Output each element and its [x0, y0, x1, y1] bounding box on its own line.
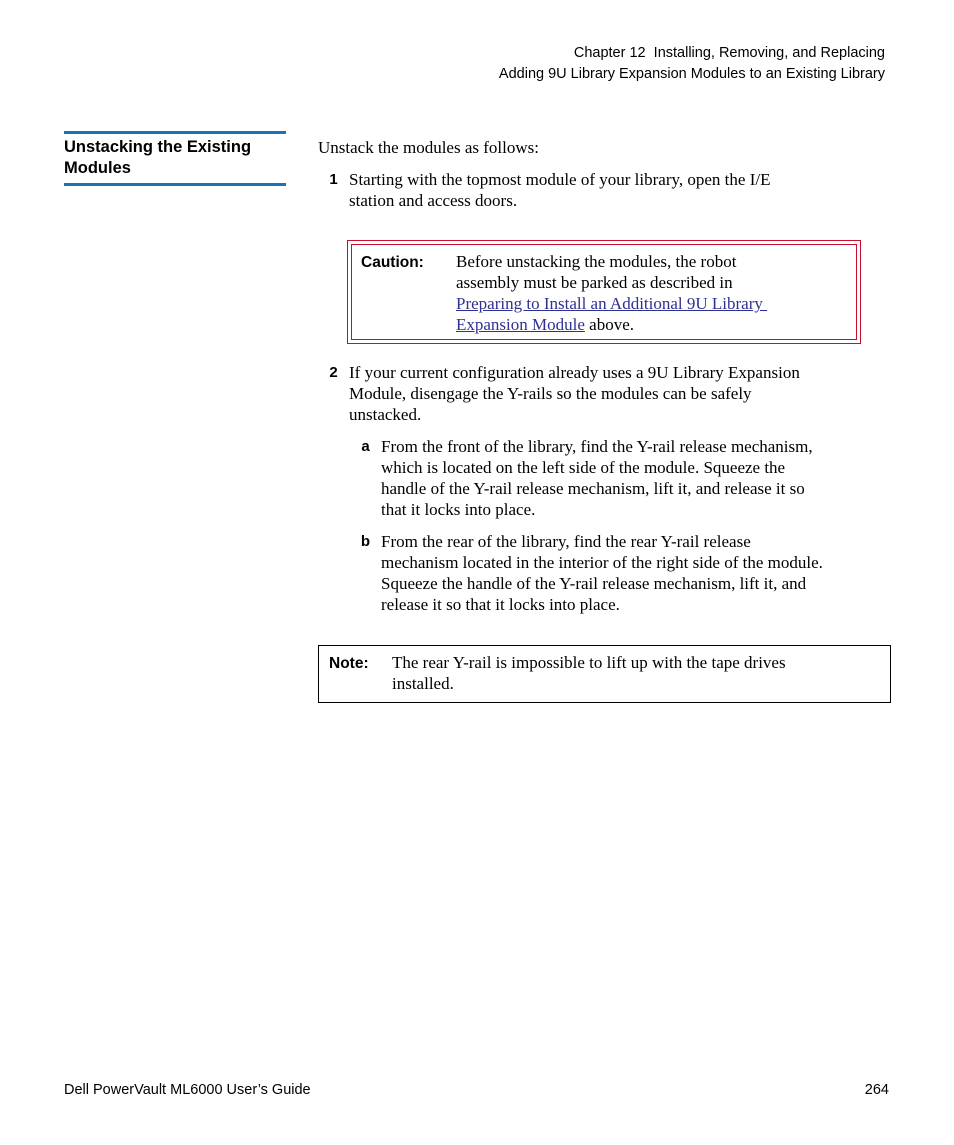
substep-text-line: Squeeze the handle of the Y-rail release mechanism, lift it, and [381, 574, 807, 593]
substep-text-line: release it so that it locks into place. [381, 595, 620, 614]
substep-letter: a [361, 438, 370, 455]
note-label: Note: [329, 655, 369, 672]
caution-link-line [456, 293, 856, 314]
substep-text-line: mechanism located in the interior of the right side of the module. [381, 553, 823, 572]
step-text-line: Module, disengage the Y-rails so the modules can be safely [349, 384, 752, 403]
cross-reference-link[interactable]: Preparing to Install an Additional 9U Library [456, 294, 768, 313]
note-text-line: The rear Y-rail is impossible to lift up with the tape drives [392, 653, 786, 672]
caution-text [456, 251, 856, 339]
substep-text-line: that it locks into place. [381, 500, 536, 519]
section-heading [64, 131, 286, 186]
step-text-line: Starting with the topmost module of your library, open the I/E [349, 170, 771, 189]
substep-b [350, 531, 890, 615]
section-heading-line2: Modules [64, 159, 131, 177]
intro-text: Unstack the modules as follows: [318, 138, 539, 157]
note-text-line: installed. [392, 674, 454, 693]
running-header [499, 43, 885, 84]
caution-box [347, 240, 861, 344]
page-number: 264 [864, 1082, 889, 1098]
step-text-line: unstacked. [349, 405, 422, 424]
substep-text-line: From the rear of the library, find the rear Y-rail release [381, 532, 751, 551]
substep-letter: b [360, 533, 371, 550]
caution-text-line: assembly must be parked as described in [456, 273, 733, 292]
step-number: 1 [329, 171, 338, 188]
substep-text-line: handle of the Y-rail release mechanism, lift it, and release it so [381, 479, 805, 498]
header-section: Adding 9U Library Expansion Modules to an Existing Library [498, 65, 885, 82]
note-text [392, 652, 890, 702]
step-text-line: station and access doors. [349, 191, 518, 210]
substep-a [350, 436, 890, 520]
cross-reference-link-continued[interactable]: Expansion Module [456, 315, 585, 334]
step-1 [318, 169, 888, 211]
substep-text-line: From the front of the library, find the Y-rail release mechanism, [381, 437, 813, 456]
substep-text [381, 436, 890, 520]
step-number: 2 [329, 364, 338, 381]
footer-title: Dell PowerVault ML6000 User’s Guide [64, 1082, 311, 1098]
step-text [349, 362, 888, 425]
note-box [318, 645, 891, 703]
caution-tail: above. [584, 315, 634, 334]
step-2 [318, 362, 888, 425]
header-chapter: Chapter 12 Installing, Removing, and Replacing [573, 45, 885, 61]
caution-box-inner [351, 244, 857, 340]
caution-link-line [456, 314, 856, 335]
step-text-line: If your current configuration already uses a 9U Library Expansion [349, 363, 800, 382]
substep-text-line: which is located on the left side of the module. Squeeze the [381, 458, 786, 477]
section-heading-line1: Unstacking the Existing [64, 138, 252, 156]
substep-text [381, 531, 890, 615]
caution-text-line: Before unstacking the modules, the robot [456, 252, 737, 271]
step-text [349, 169, 888, 211]
caution-label: Caution: [361, 254, 424, 271]
